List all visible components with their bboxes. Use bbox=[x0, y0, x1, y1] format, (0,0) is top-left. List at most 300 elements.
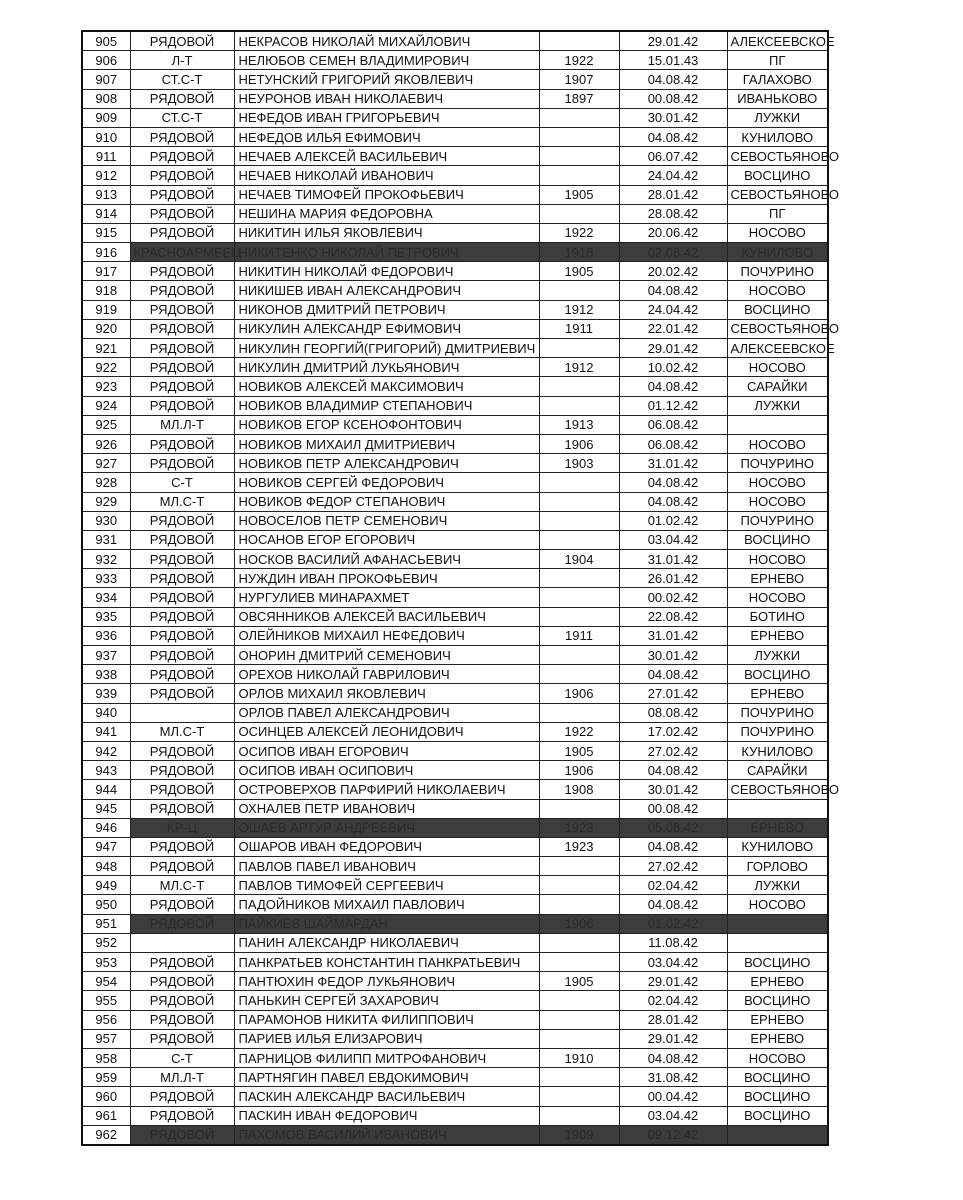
table-row bbox=[82, 204, 828, 223]
row-rank: РЯДОВОЙ bbox=[130, 646, 234, 665]
row-date: 27.02.42 bbox=[619, 741, 727, 760]
row-place: БОТИНО bbox=[727, 607, 828, 626]
row-name: ОСТРОВЕРХОВ ПАРФИРИЙ НИКОЛАЕВИЧ bbox=[234, 780, 539, 799]
row-birth-year: 1911 bbox=[539, 319, 619, 338]
row-rank: КР-Ц bbox=[130, 818, 234, 837]
row-name: ОРЕХОВ НИКОЛАЙ ГАВРИЛОВИЧ bbox=[234, 665, 539, 684]
row-name: НОСАНОВ ЕГОР ЕГОРОВИЧ bbox=[234, 530, 539, 549]
row-number: 929 bbox=[82, 492, 130, 511]
row-birth-year: 1904 bbox=[539, 550, 619, 569]
row-date: 04.08.42 bbox=[619, 473, 727, 492]
table-row bbox=[82, 607, 828, 626]
row-date: 31.08.42 bbox=[619, 1068, 727, 1087]
row-name: НЕЧАЕВ АЛЕКСЕЙ ВАСИЛЬЕВИЧ bbox=[234, 147, 539, 166]
table-row bbox=[82, 223, 828, 242]
row-name: НЕУРОНОВ ИВАН НИКОЛАЕВИЧ bbox=[234, 89, 539, 108]
row-name: ПАДОЙНИКОВ МИХАИЛ ПАВЛОВИЧ bbox=[234, 895, 539, 914]
row-name: ПАРНИЦОВ ФИЛИПП МИТРОФАНОВИЧ bbox=[234, 1048, 539, 1067]
row-rank: РЯДОВОЙ bbox=[130, 434, 234, 453]
row-rank: РЯДОВОЙ bbox=[130, 511, 234, 530]
row-birth-year bbox=[539, 339, 619, 358]
row-name: НОВИКОВ АЛЕКСЕЙ МАКСИМОВИЧ bbox=[234, 377, 539, 396]
row-name: ПАРТНЯГИН ПАВЕЛ ЕВДОКИМОВИЧ bbox=[234, 1068, 539, 1087]
table-row bbox=[82, 1087, 828, 1106]
row-place: ГОРЛОВО bbox=[727, 857, 828, 876]
table-row bbox=[82, 1125, 828, 1145]
row-place: ЕРНЕВО bbox=[727, 1010, 828, 1029]
row-birth-year bbox=[539, 127, 619, 146]
row-rank: РЯДОВОЙ bbox=[130, 1087, 234, 1106]
row-place: ПОЧУРИНО bbox=[727, 722, 828, 741]
row-birth-year: 1906 bbox=[539, 761, 619, 780]
row-rank: РЯДОВОЙ bbox=[130, 166, 234, 185]
row-birth-year bbox=[539, 1106, 619, 1125]
row-birth-year bbox=[539, 991, 619, 1010]
table-row bbox=[82, 741, 828, 760]
row-rank: РЯДОВОЙ bbox=[130, 895, 234, 914]
row-number: 959 bbox=[82, 1068, 130, 1087]
row-birth-year bbox=[539, 1068, 619, 1087]
row-rank: РЯДОВОЙ bbox=[130, 588, 234, 607]
row-name: ОШАРОВ ИВАН ФЕДОРОВИЧ bbox=[234, 837, 539, 856]
row-birth-year bbox=[539, 281, 619, 300]
row-name: НИКУЛИН АЛЕКСАНДР ЕФИМОВИЧ bbox=[234, 319, 539, 338]
row-place bbox=[727, 933, 828, 952]
row-name: ПАСКИН АЛЕКСАНДР ВАСИЛЬЕВИЧ bbox=[234, 1087, 539, 1106]
row-date: 28.01.42 bbox=[619, 185, 727, 204]
row-birth-year bbox=[539, 588, 619, 607]
row-name: ПАРАМОНОВ НИКИТА ФИЛИППОВИЧ bbox=[234, 1010, 539, 1029]
row-rank: РЯДОВОЙ bbox=[130, 281, 234, 300]
row-name: НИКИТИН ИЛЬЯ ЯКОВЛЕВИЧ bbox=[234, 223, 539, 242]
table-row bbox=[82, 1106, 828, 1125]
row-number: 930 bbox=[82, 511, 130, 530]
row-rank: РЯДОВОЙ bbox=[130, 761, 234, 780]
row-birth-year bbox=[539, 799, 619, 818]
row-place: СЕВОСТЬЯНОВО bbox=[727, 147, 828, 166]
row-number: 940 bbox=[82, 703, 130, 722]
row-number: 939 bbox=[82, 684, 130, 703]
row-number: 946 bbox=[82, 818, 130, 837]
row-name: НОВИКОВ ЕГОР КСЕНОФОНТОВИЧ bbox=[234, 415, 539, 434]
row-place: ЕРНЕВО bbox=[727, 972, 828, 991]
row-rank: Л-Т bbox=[130, 51, 234, 70]
row-rank: МЛ.С-Т bbox=[130, 722, 234, 741]
row-number: 951 bbox=[82, 914, 130, 933]
row-date: 24.04.42 bbox=[619, 300, 727, 319]
row-number: 928 bbox=[82, 473, 130, 492]
table-row bbox=[82, 1068, 828, 1087]
row-number: 958 bbox=[82, 1048, 130, 1067]
row-birth-year: 1905 bbox=[539, 262, 619, 281]
row-birth-year: 1905 bbox=[539, 972, 619, 991]
row-date: 31.01.42 bbox=[619, 550, 727, 569]
table-row bbox=[82, 377, 828, 396]
row-number: 953 bbox=[82, 953, 130, 972]
row-name: ОСИПОВ ИВАН ЕГОРОВИЧ bbox=[234, 741, 539, 760]
row-name: НЕКРАСОВ НИКОЛАЙ МИХАЙЛОВИЧ bbox=[234, 31, 539, 51]
row-number: 911 bbox=[82, 147, 130, 166]
row-date: 04.08.42 bbox=[619, 837, 727, 856]
table-row bbox=[82, 108, 828, 127]
row-number: 935 bbox=[82, 607, 130, 626]
row-rank: РЯДОВОЙ bbox=[130, 319, 234, 338]
row-name: НЕТУНСКИЙ ГРИГОРИЙ ЯКОВЛЕВИЧ bbox=[234, 70, 539, 89]
row-number: 917 bbox=[82, 262, 130, 281]
row-date: 22.08.42 bbox=[619, 607, 727, 626]
table-row bbox=[82, 300, 828, 319]
row-name: ПАХОМОВ ВАСИЛИЙ ИВАНОВИЧ bbox=[234, 1125, 539, 1145]
row-rank: РЯДОВОЙ bbox=[130, 1010, 234, 1029]
row-rank: МЛ.Л-Т bbox=[130, 1068, 234, 1087]
row-rank: РЯДОВОЙ bbox=[130, 991, 234, 1010]
row-rank: РЯДОВОЙ bbox=[130, 953, 234, 972]
row-birth-year: 1906 bbox=[539, 684, 619, 703]
row-rank: РЯДОВОЙ bbox=[130, 1125, 234, 1145]
row-rank: РЯДОВОЙ bbox=[130, 89, 234, 108]
table-row bbox=[82, 454, 828, 473]
row-number: 957 bbox=[82, 1029, 130, 1048]
row-date: 22.01.42 bbox=[619, 319, 727, 338]
row-place: НОСОВО bbox=[727, 895, 828, 914]
table-row bbox=[82, 319, 828, 338]
row-number: 914 bbox=[82, 204, 130, 223]
table-row bbox=[82, 530, 828, 549]
row-name: ОНОРИН ДМИТРИЙ СЕМЕНОВИЧ bbox=[234, 646, 539, 665]
row-rank: РЯДОВОЙ bbox=[130, 1106, 234, 1125]
records-table bbox=[81, 30, 839, 1146]
row-date: 02.08.42 bbox=[619, 243, 727, 262]
row-rank: РЯДОВОЙ bbox=[130, 454, 234, 473]
row-birth-year bbox=[539, 876, 619, 895]
row-date: 30.01.42 bbox=[619, 108, 727, 127]
row-birth-year: 1923 bbox=[539, 837, 619, 856]
row-place: АЛЕКСЕЕВСКОЕ bbox=[727, 31, 828, 51]
row-date: 26.01.42 bbox=[619, 569, 727, 588]
row-name: НОСКОВ ВАСИЛИЙ АФАНАСЬЕВИЧ bbox=[234, 550, 539, 569]
row-rank: РЯДОВОЙ bbox=[130, 204, 234, 223]
row-number: 956 bbox=[82, 1010, 130, 1029]
row-name: ОРЛОВ МИХАИЛ ЯКОВЛЕВИЧ bbox=[234, 684, 539, 703]
row-rank: РЯДОВОЙ bbox=[130, 665, 234, 684]
table-row bbox=[82, 895, 828, 914]
row-date: 15.01.43 bbox=[619, 51, 727, 70]
row-birth-year: 1922 bbox=[539, 51, 619, 70]
row-birth-year bbox=[539, 665, 619, 684]
table-row bbox=[82, 972, 828, 991]
row-number: 922 bbox=[82, 358, 130, 377]
row-number: 943 bbox=[82, 761, 130, 780]
row-place: НОСОВО bbox=[727, 473, 828, 492]
row-date: 04.08.42 bbox=[619, 665, 727, 684]
row-place: НОСОВО bbox=[727, 588, 828, 607]
row-date: 02.04.42 bbox=[619, 876, 727, 895]
row-date: 08.08.42 bbox=[619, 703, 727, 722]
row-name: НОВОСЕЛОВ ПЕТР СЕМЕНОВИЧ bbox=[234, 511, 539, 530]
row-name: НЕЧАЕВ НИКОЛАЙ ИВАНОВИЧ bbox=[234, 166, 539, 185]
row-name: ОХНАЛЕВ ПЕТР ИВАНОВИЧ bbox=[234, 799, 539, 818]
row-rank: МЛ.Л-Т bbox=[130, 415, 234, 434]
row-place: ПОЧУРИНО bbox=[727, 511, 828, 530]
row-date: 17.02.42 bbox=[619, 722, 727, 741]
row-number: 923 bbox=[82, 377, 130, 396]
row-date: 06.08.42 bbox=[619, 415, 727, 434]
row-date: 29.01.42 bbox=[619, 1029, 727, 1048]
row-name: НЕШИНА МАРИЯ ФЕДОРОВНА bbox=[234, 204, 539, 223]
row-rank: РЯДОВОЙ bbox=[130, 127, 234, 146]
table-row bbox=[82, 339, 828, 358]
row-date: 03.04.42 bbox=[619, 530, 727, 549]
table-row bbox=[82, 761, 828, 780]
row-number: 955 bbox=[82, 991, 130, 1010]
row-place: КУНИЛОВО bbox=[727, 127, 828, 146]
table-row bbox=[82, 857, 828, 876]
row-birth-year bbox=[539, 703, 619, 722]
row-number: 910 bbox=[82, 127, 130, 146]
row-birth-year: 1897 bbox=[539, 89, 619, 108]
table-row bbox=[82, 434, 828, 453]
row-place: ЕРНЕВО bbox=[727, 626, 828, 645]
row-place bbox=[727, 914, 828, 933]
row-rank: РЯДОВОЙ bbox=[130, 147, 234, 166]
row-birth-year: 1906 bbox=[539, 914, 619, 933]
row-place: НОСОВО bbox=[727, 358, 828, 377]
row-birth-year: 1913 bbox=[539, 415, 619, 434]
table-row bbox=[82, 684, 828, 703]
row-date: 30.01.42 bbox=[619, 780, 727, 799]
row-place: ЛУЖКИ bbox=[727, 396, 828, 415]
row-rank: МЛ.С-Т bbox=[130, 876, 234, 895]
row-rank: РЯДОВОЙ bbox=[130, 1029, 234, 1048]
row-number: 927 bbox=[82, 454, 130, 473]
table-row bbox=[82, 933, 828, 952]
row-birth-year bbox=[539, 895, 619, 914]
row-number: 952 bbox=[82, 933, 130, 952]
row-birth-year: 1922 bbox=[539, 223, 619, 242]
row-name: ПАРИЕВ ИЛЬЯ ЕЛИЗАРОВИЧ bbox=[234, 1029, 539, 1048]
row-date: 01.12.42 bbox=[619, 396, 727, 415]
row-number: 950 bbox=[82, 895, 130, 914]
row-date: 00.02.42 bbox=[619, 588, 727, 607]
row-number: 933 bbox=[82, 569, 130, 588]
row-place: СЕВОСТЬЯНОВО bbox=[727, 780, 828, 799]
row-rank: СТ.С-Т bbox=[130, 108, 234, 127]
row-place: НОСОВО bbox=[727, 550, 828, 569]
row-date: 04.08.42 bbox=[619, 70, 727, 89]
table-row bbox=[82, 646, 828, 665]
row-rank: РЯДОВОЙ bbox=[130, 377, 234, 396]
row-name: ПАВЛОВ ТИМОФЕЙ СЕРГЕЕВИЧ bbox=[234, 876, 539, 895]
row-rank: С-Т bbox=[130, 1048, 234, 1067]
row-date: 27.02.42 bbox=[619, 857, 727, 876]
row-number: 931 bbox=[82, 530, 130, 549]
row-number: 909 bbox=[82, 108, 130, 127]
row-place bbox=[727, 415, 828, 434]
row-number: 960 bbox=[82, 1087, 130, 1106]
row-date: 28.01.42 bbox=[619, 1010, 727, 1029]
row-place: ВОСЦИНО bbox=[727, 1068, 828, 1087]
row-name: НЕЧАЕВ ТИМОФЕЙ ПРОКОФЬЕВИЧ bbox=[234, 185, 539, 204]
row-date: 04.08.42 bbox=[619, 281, 727, 300]
row-name: НЕФЕДОВ ИЛЬЯ ЕФИМОВИЧ bbox=[234, 127, 539, 146]
row-name: ОЛЕЙНИКОВ МИХАИЛ НЕФЕДОВИЧ bbox=[234, 626, 539, 645]
row-number: 949 bbox=[82, 876, 130, 895]
row-number: 961 bbox=[82, 1106, 130, 1125]
row-place: ПГ bbox=[727, 204, 828, 223]
row-rank: РЯДОВОЙ bbox=[130, 262, 234, 281]
row-rank: С-Т bbox=[130, 473, 234, 492]
row-place: КУНИЛОВО bbox=[727, 837, 828, 856]
table-row bbox=[82, 243, 828, 262]
table-row bbox=[82, 127, 828, 146]
row-number: 962 bbox=[82, 1125, 130, 1145]
row-birth-year: 1907 bbox=[539, 70, 619, 89]
row-rank: РЯДОВОЙ bbox=[130, 223, 234, 242]
row-birth-year bbox=[539, 396, 619, 415]
row-number: 954 bbox=[82, 972, 130, 991]
row-place: КУНИЛОВО bbox=[727, 741, 828, 760]
row-name: ПАНИН АЛЕКСАНДР НИКОЛАЕВИЧ bbox=[234, 933, 539, 952]
row-date: 20.02.42 bbox=[619, 262, 727, 281]
row-rank: РЯДОВОЙ bbox=[130, 857, 234, 876]
table-row bbox=[82, 511, 828, 530]
row-number: 936 bbox=[82, 626, 130, 645]
row-place: ПОЧУРИНО bbox=[727, 703, 828, 722]
row-place: ВОСЦИНО bbox=[727, 953, 828, 972]
row-birth-year bbox=[539, 569, 619, 588]
row-date: 24.04.42 bbox=[619, 166, 727, 185]
row-place bbox=[727, 1125, 828, 1145]
row-birth-year: 1911 bbox=[539, 626, 619, 645]
row-name: ОСИПОВ ИВАН ОСИПОВИЧ bbox=[234, 761, 539, 780]
row-birth-year bbox=[539, 492, 619, 511]
row-place: ВОСЦИНО bbox=[727, 166, 828, 185]
row-place: ЕРНЕВО bbox=[727, 569, 828, 588]
row-place: НОСОВО bbox=[727, 434, 828, 453]
row-name: ПАСКИН ИВАН ФЕДОРОВИЧ bbox=[234, 1106, 539, 1125]
row-birth-year bbox=[539, 511, 619, 530]
row-name: ОСИНЦЕВ АЛЕКСЕЙ ЛЕОНИДОВИЧ bbox=[234, 722, 539, 741]
row-place: ЛУЖКИ bbox=[727, 876, 828, 895]
table-row bbox=[82, 722, 828, 741]
table-row bbox=[82, 281, 828, 300]
row-number: 908 bbox=[82, 89, 130, 108]
row-name: ОШАЕВ АРТУР АНДРЕЕВИЧ bbox=[234, 818, 539, 837]
row-birth-year bbox=[539, 646, 619, 665]
row-date: 31.01.42 bbox=[619, 626, 727, 645]
row-number: 932 bbox=[82, 550, 130, 569]
row-place: НОСОВО bbox=[727, 281, 828, 300]
row-name: НИКИТИН НИКОЛАЙ ФЕДОРОВИЧ bbox=[234, 262, 539, 281]
row-rank: РЯДОВОЙ bbox=[130, 300, 234, 319]
row-rank: РЯДОВОЙ bbox=[130, 185, 234, 204]
row-date: 20.06.42 bbox=[619, 223, 727, 242]
row-birth-year bbox=[539, 933, 619, 952]
document-page bbox=[81, 30, 839, 1146]
row-number: 912 bbox=[82, 166, 130, 185]
row-birth-year: 1923 bbox=[539, 818, 619, 837]
row-date: 03.04.42 bbox=[619, 1106, 727, 1125]
row-place: ВОСЦИНО bbox=[727, 300, 828, 319]
row-number: 905 bbox=[82, 31, 130, 51]
records-table-body bbox=[82, 31, 839, 1145]
row-rank: РЯДОВОЙ bbox=[130, 607, 234, 626]
row-place: ЕРНЕВО bbox=[727, 684, 828, 703]
row-birth-year bbox=[539, 1087, 619, 1106]
row-date: 11.08.42 bbox=[619, 933, 727, 952]
row-date: 02.04.42 bbox=[619, 991, 727, 1010]
table-row bbox=[82, 626, 828, 645]
table-row bbox=[82, 1029, 828, 1048]
row-date: 04.08.42 bbox=[619, 492, 727, 511]
table-row bbox=[82, 703, 828, 722]
table-row bbox=[82, 953, 828, 972]
row-place: ГАЛАХОВО bbox=[727, 70, 828, 89]
row-birth-year bbox=[539, 147, 619, 166]
row-date: 00.08.42 bbox=[619, 799, 727, 818]
row-birth-year bbox=[539, 953, 619, 972]
table-row bbox=[82, 492, 828, 511]
row-name: НОВИКОВ МИХАИЛ ДМИТРИЕВИЧ bbox=[234, 434, 539, 453]
row-place: ЕРНЕВО bbox=[727, 818, 828, 837]
row-name: НОВИКОВ СЕРГЕЙ ФЕДОРОВИЧ bbox=[234, 473, 539, 492]
table-row bbox=[82, 415, 828, 434]
row-date: 04.08.42 bbox=[619, 761, 727, 780]
row-birth-year bbox=[539, 204, 619, 223]
row-date: 04.08.42 bbox=[619, 1048, 727, 1067]
row-number: 916 bbox=[82, 243, 130, 262]
row-name: ПАНТЮХИН ФЕДОР ЛУКЬЯНОВИЧ bbox=[234, 972, 539, 991]
row-birth-year bbox=[539, 530, 619, 549]
row-rank bbox=[130, 703, 234, 722]
table-row bbox=[82, 665, 828, 684]
row-number: 944 bbox=[82, 780, 130, 799]
row-name: ОВСЯННИКОВ АЛЕКСЕЙ ВАСИЛЬЕВИЧ bbox=[234, 607, 539, 626]
row-place: ПОЧУРИНО bbox=[727, 454, 828, 473]
row-place: СЕВОСТЬЯНОВО bbox=[727, 185, 828, 204]
row-date: 01.02.42 bbox=[619, 511, 727, 530]
table-row bbox=[82, 1010, 828, 1029]
row-name: ОРЛОВ ПАВЕЛ АЛЕКСАНДРОВИЧ bbox=[234, 703, 539, 722]
row-birth-year: 1918 bbox=[539, 243, 619, 262]
row-name: НОВИКОВ ПЕТР АЛЕКСАНДРОВИЧ bbox=[234, 454, 539, 473]
row-place: АЛЕКСЕЕВСКОЕ bbox=[727, 339, 828, 358]
row-date: 05.08.42 bbox=[619, 818, 727, 837]
table-row bbox=[82, 473, 828, 492]
row-name: НОВИКОВ ВЛАДИМИР СТЕПАНОВИЧ bbox=[234, 396, 539, 415]
row-name: НОВИКОВ ФЕДОР СТЕПАНОВИЧ bbox=[234, 492, 539, 511]
row-date: 06.08.42 bbox=[619, 434, 727, 453]
row-name: НИКИТЕНКО НИКОЛАЙ ПЕТРОВИЧ bbox=[234, 243, 539, 262]
row-rank: РЯДОВОЙ bbox=[130, 741, 234, 760]
table-row bbox=[82, 837, 828, 856]
row-number: 926 bbox=[82, 434, 130, 453]
table-row bbox=[82, 147, 828, 166]
row-date: 29.01.42 bbox=[619, 339, 727, 358]
table-row bbox=[82, 262, 828, 281]
row-rank: РЯДОВОЙ bbox=[130, 914, 234, 933]
row-name: ПАНКРАТЬЕВ КОНСТАНТИН ПАНКРАТЬЕВИЧ bbox=[234, 953, 539, 972]
row-number: 945 bbox=[82, 799, 130, 818]
row-date: 30.01.42 bbox=[619, 646, 727, 665]
table-row bbox=[82, 914, 828, 933]
row-birth-year: 1903 bbox=[539, 454, 619, 473]
table-row bbox=[82, 588, 828, 607]
row-number: 925 bbox=[82, 415, 130, 434]
table-row bbox=[82, 569, 828, 588]
row-place: ИВАНЬКОВО bbox=[727, 89, 828, 108]
row-place: НОСОВО bbox=[727, 492, 828, 511]
